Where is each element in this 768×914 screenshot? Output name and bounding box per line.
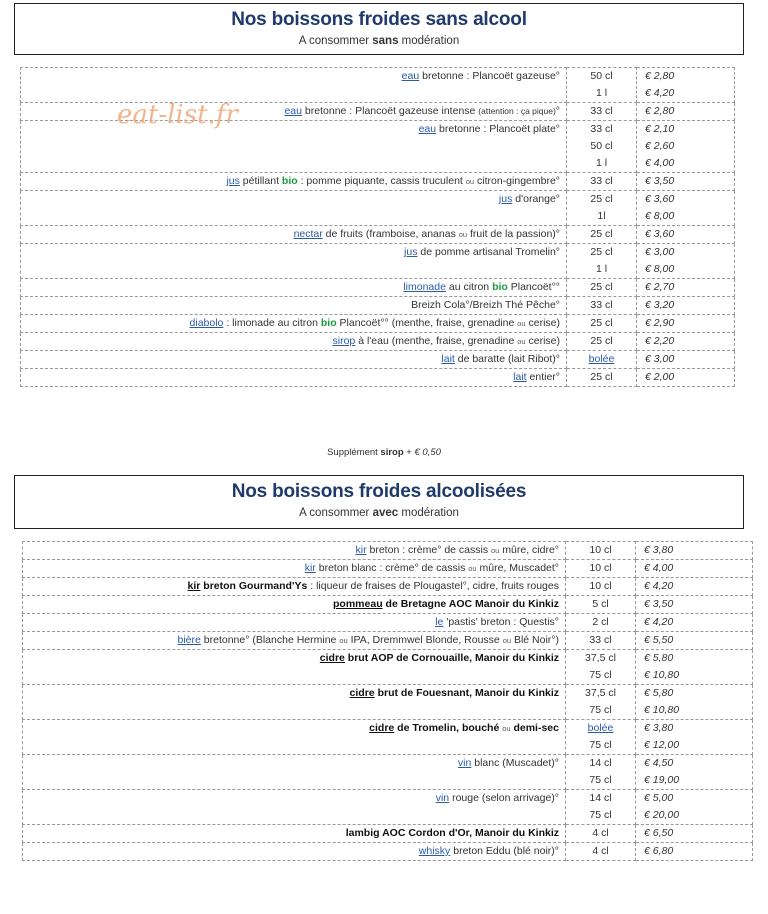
soft-drink-row — [21, 279, 735, 297]
alcohol-drink-row — [23, 790, 753, 825]
volume-value: 75 cl — [589, 809, 612, 821]
drink-text: breton : crème° de cassis — [366, 544, 492, 556]
drink-price — [637, 333, 735, 351]
volume-value: 1l — [597, 210, 606, 222]
drink-name — [21, 297, 567, 315]
drink-keyword: sirop — [332, 335, 356, 347]
drink-volume — [566, 650, 636, 685]
drink-text: blanc (Muscadet)° — [471, 757, 559, 769]
price-value: € 2,00 — [645, 371, 675, 383]
drink-text: brut de Fouesnant, Manoir du Kinkiz — [374, 687, 559, 699]
volume-value: 75 cl — [589, 669, 612, 681]
drink-name — [21, 103, 567, 121]
price-value: € 3,00 — [645, 246, 675, 258]
drink-price — [636, 720, 753, 755]
drink-name — [21, 369, 567, 387]
section-subtitle-soft — [15, 35, 743, 47]
soft-drink-row — [21, 351, 735, 369]
drink-text: citron-gingembre° — [474, 175, 560, 187]
price-value: € 4,20 — [644, 580, 674, 592]
drink-keyword: eau — [284, 105, 302, 117]
alcohol-drink-row — [23, 720, 753, 755]
drink-volume — [567, 369, 637, 387]
drink-name — [23, 825, 566, 843]
volume-value: 25 cl — [590, 246, 613, 258]
alcohol-drink-row — [23, 578, 753, 596]
drink-text: bio — [320, 317, 337, 329]
drink-text: ou — [465, 177, 475, 186]
price-value: € 2,60 — [645, 140, 675, 152]
drink-text: breton Eddu (blé noir)° — [450, 845, 559, 857]
drink-text: (attention : ça pique) — [478, 106, 556, 116]
drink-text: cerise) — [525, 335, 560, 347]
price-value: € 3,80 — [644, 722, 674, 734]
volume-value: 75 cl — [589, 704, 612, 716]
drink-keyword: nectar — [293, 228, 323, 240]
drink-text: de pomme artisanal Tromelin° — [417, 246, 560, 258]
volume-value: 37,5 cl — [585, 652, 616, 664]
price-value: € 2,80 — [645, 70, 675, 82]
drink-keyword: diabolo — [189, 317, 224, 329]
drink-text: cerise) — [525, 317, 560, 329]
drink-volume — [566, 843, 636, 861]
drink-name — [21, 333, 567, 351]
drink-name — [21, 351, 567, 369]
drink-text: au citron — [445, 281, 493, 293]
price-value: € 5,00 — [644, 792, 674, 804]
volume-value: 25 cl — [590, 335, 613, 347]
price-value: € 10,80 — [644, 669, 680, 681]
subtitle-text: A consommer — [298, 35, 373, 47]
drink-name — [21, 121, 567, 173]
drink-keyword: jus — [226, 175, 240, 187]
drink-name — [23, 790, 566, 825]
drink-volume — [567, 351, 637, 369]
drink-keyword: jus — [498, 193, 513, 205]
price-value: € 10,80 — [644, 704, 680, 716]
volume-value: 75 cl — [589, 774, 612, 786]
drink-name — [21, 191, 567, 226]
drink-price — [636, 560, 753, 578]
drink-volume — [567, 226, 637, 244]
drink-price — [637, 226, 735, 244]
drink-keyword: cidre — [349, 687, 375, 699]
drink-price — [636, 790, 753, 825]
drink-text: Plancoët°° (menthe, fraise, grenadine — [336, 317, 518, 329]
drink-text: de Tromelin, bouché — [394, 722, 503, 734]
drink-price — [637, 351, 735, 369]
supplement-item: sirop — [380, 447, 404, 458]
soft-drink-row — [21, 191, 735, 226]
volume-value: 10 cl — [589, 562, 612, 574]
price-value: € 2,20 — [645, 335, 675, 347]
drink-text: ou — [502, 724, 511, 733]
price-value: € 2,10 — [645, 123, 675, 135]
alcohol-drink-row — [23, 596, 753, 614]
volume-value: 4 cl — [592, 845, 609, 857]
volume-value: 33 cl — [590, 123, 613, 135]
drink-text: ou — [458, 230, 468, 239]
drink-volume — [567, 297, 637, 315]
drink-volume — [566, 825, 636, 843]
drink-price — [636, 542, 753, 560]
drink-text: ou — [468, 564, 477, 573]
price-value: € 6,50 — [644, 827, 674, 839]
drink-volume — [566, 542, 636, 560]
section-title-alcohol: Nos boissons froides alcoolisées — [231, 481, 527, 502]
price-value: € 19,00 — [644, 774, 680, 786]
alcohol-drink-row — [23, 542, 753, 560]
volume-value: 37,5 cl — [585, 687, 616, 699]
volume-value: bolée — [588, 353, 615, 365]
volume-value: 2 cl — [592, 616, 609, 628]
drink-text: de fruits (framboise, ananas — [322, 228, 459, 240]
drink-keyword: cidre — [319, 652, 345, 664]
drink-name — [21, 68, 567, 103]
drink-price — [637, 315, 735, 333]
drink-name — [21, 315, 567, 333]
alcohol-drink-row — [23, 614, 753, 632]
drink-price — [637, 121, 735, 173]
price-value: € 8,00 — [645, 263, 675, 275]
price-value: € 4,50 — [644, 757, 674, 769]
drink-name — [23, 720, 566, 755]
drink-text: bretonne : Plancoët gazeuse° — [419, 70, 560, 82]
soft-drink-row — [21, 226, 735, 244]
supplement-note — [0, 447, 768, 458]
drink-text: ° — [555, 105, 560, 117]
drink-text: ou — [517, 319, 526, 328]
drink-text: de baratte (lait Ribot)° — [454, 353, 560, 365]
volume-value: bolée — [587, 722, 614, 734]
price-value: € 3,80 — [644, 544, 674, 556]
drink-volume — [566, 720, 636, 755]
price-value: € 5,80 — [644, 687, 674, 699]
price-value: € 3,20 — [645, 299, 675, 311]
volume-value: 33 cl — [590, 105, 613, 117]
drink-text: de Bretagne AOC Manoir du Kinkiz — [382, 598, 559, 610]
drink-text: breton blanc : crème° de cassis — [315, 562, 469, 574]
volume-value: 5 cl — [592, 598, 609, 610]
drink-text: bio — [492, 281, 508, 293]
drink-name — [23, 596, 566, 614]
drink-keyword: bière — [177, 634, 201, 646]
volume-value: 50 cl — [590, 140, 613, 152]
drink-name — [21, 244, 567, 279]
drink-text: ou — [339, 636, 348, 645]
drink-keyword: lait — [513, 371, 527, 383]
drink-volume — [567, 315, 637, 333]
volume-value: 33 cl — [590, 175, 613, 187]
volume-value: 75 cl — [589, 739, 612, 751]
alcohol-drink-row — [23, 650, 753, 685]
volume-value: 25 cl — [590, 281, 613, 293]
drink-keyword: kir — [187, 580, 201, 592]
drink-name — [23, 578, 566, 596]
drink-text: : pomme piquante, cassis truculent — [297, 175, 466, 187]
drink-volume — [567, 244, 637, 279]
drink-volume — [567, 121, 637, 173]
drink-text: lambig AOC Cordon d'Or, Manoir du Kinkiz — [345, 827, 559, 839]
drink-text: mûre, Muscadet° — [476, 562, 559, 574]
drink-keyword: le — [435, 616, 444, 628]
drink-keyword: kir — [355, 544, 367, 556]
subtitle-text: modération — [398, 35, 460, 47]
price-value: € 3,50 — [645, 175, 675, 187]
drink-text: Blé Noir°) — [511, 634, 559, 646]
price-value: € 4,00 — [645, 157, 675, 169]
soft-drink-row — [21, 333, 735, 351]
drink-keyword: pommeau — [333, 598, 383, 610]
drink-volume — [566, 632, 636, 650]
drink-keyword: vin — [457, 757, 472, 769]
price-value: € 8,00 — [645, 210, 675, 222]
section-header-soft — [14, 3, 744, 55]
drink-name — [23, 542, 566, 560]
price-value: € 5,50 — [644, 634, 674, 646]
drink-volume — [567, 68, 637, 103]
price-value: € 4,00 — [644, 562, 674, 574]
drink-text: bretonne° (Blanche Hermine — [200, 634, 340, 646]
drink-volume — [566, 790, 636, 825]
drink-price — [636, 843, 753, 861]
alcohol-drink-row — [23, 755, 753, 790]
drink-price — [636, 632, 753, 650]
soft-drink-row — [21, 68, 735, 103]
price-value: € 3,60 — [645, 193, 675, 205]
section-header-alcohol — [14, 475, 744, 529]
alcohol-drinks-table — [22, 541, 753, 861]
drink-name — [23, 685, 566, 720]
drink-volume — [566, 596, 636, 614]
drink-price — [636, 614, 753, 632]
drink-text: fruit de la passion)° — [467, 228, 560, 240]
drink-text: ou — [502, 636, 512, 645]
drink-text: Breizh Cola°/Breizh Thé Pêche° — [411, 299, 560, 311]
drink-volume — [566, 755, 636, 790]
drink-keyword: limonade — [403, 281, 446, 293]
subtitle-emphasis: sans — [372, 35, 399, 47]
drink-volume — [567, 333, 637, 351]
alcohol-drink-row — [23, 685, 753, 720]
drink-volume — [566, 685, 636, 720]
drink-price — [636, 825, 753, 843]
volume-value: 1 l — [595, 87, 608, 99]
drink-keyword: whisky — [418, 845, 451, 857]
drink-price — [637, 244, 735, 279]
drink-price — [636, 755, 753, 790]
drink-name — [23, 614, 566, 632]
drink-text: brut AOP de Cornouaille, Manoir du Kinkiz — [344, 652, 559, 664]
drink-volume — [567, 173, 637, 191]
drink-text: breton Gourmand'Ys — [200, 580, 308, 592]
drink-text: Plancoët°° — [507, 281, 560, 293]
drink-text: 'pastis' breton : Questis° — [443, 616, 559, 628]
volume-value: 33 cl — [589, 634, 612, 646]
drink-text: : limonade au citron — [223, 317, 321, 329]
soft-drink-row — [21, 369, 735, 387]
drink-text: d'orange° — [512, 193, 560, 205]
drink-volume — [567, 191, 637, 226]
price-value: € 3,00 — [645, 353, 675, 365]
volume-value: 10 cl — [589, 580, 612, 592]
price-value: € 4,20 — [645, 87, 675, 99]
volume-value: 25 cl — [590, 228, 613, 240]
drink-name — [23, 650, 566, 685]
drink-name — [23, 632, 566, 650]
volume-value: 4 cl — [592, 827, 609, 839]
drink-price — [637, 68, 735, 103]
drink-text: à l'eau (menthe, fraise, grenadine — [355, 335, 518, 347]
subtitle-emphasis: avec — [372, 507, 399, 519]
alcohol-drink-row — [23, 632, 753, 650]
drink-name — [23, 560, 566, 578]
section-title-soft: Nos boissons froides sans alcool — [231, 9, 527, 30]
soft-drink-row — [21, 244, 735, 279]
drink-price — [636, 685, 753, 720]
volume-value: 14 cl — [589, 792, 612, 804]
drink-price — [637, 279, 735, 297]
supplement-text: + — [403, 447, 415, 458]
volume-value: 10 cl — [589, 544, 612, 556]
price-value: € 2,90 — [645, 317, 675, 329]
volume-value: 25 cl — [590, 371, 613, 383]
volume-value: 1 l — [595, 157, 608, 169]
volume-value: 25 cl — [590, 317, 613, 329]
watermark-logo: eat-list.fr — [117, 100, 238, 130]
drink-name — [23, 843, 566, 861]
drink-price — [637, 297, 735, 315]
price-value: € 4,20 — [644, 616, 674, 628]
alcohol-drink-row — [23, 560, 753, 578]
drink-volume — [567, 103, 637, 121]
section-subtitle-alcohol — [15, 507, 743, 519]
price-value: € 6,80 — [644, 845, 674, 857]
drink-keyword: kir — [304, 562, 316, 574]
drink-text: rouge (selon arrivage)° — [449, 792, 559, 804]
drink-text: : liqueur de fraises de Plougastel°, cidre, fruits rouges — [307, 580, 559, 592]
drink-price — [637, 369, 735, 387]
soft-drink-row — [21, 297, 735, 315]
drink-text: entier° — [526, 371, 560, 383]
drink-keyword: vin — [435, 792, 450, 804]
price-value: € 3,50 — [644, 598, 674, 610]
drink-name — [21, 173, 567, 191]
drink-name — [21, 226, 567, 244]
subtitle-text: A consommer — [299, 507, 373, 519]
drink-keyword: lait — [441, 353, 455, 365]
drink-volume — [567, 279, 637, 297]
drink-price — [636, 650, 753, 685]
drink-text: ou — [491, 546, 500, 555]
volume-value: 33 cl — [590, 299, 613, 311]
drink-name — [21, 279, 567, 297]
volume-value: 1 l — [595, 263, 608, 275]
soft-drink-row — [21, 173, 735, 191]
drink-price — [637, 103, 735, 121]
drink-price — [636, 578, 753, 596]
drink-text: pétillant — [239, 175, 282, 187]
price-value: € 2,70 — [645, 281, 675, 293]
alcohol-drink-row — [23, 843, 753, 861]
drink-text: bretonne : Plancoët gazeuse intense — [302, 105, 479, 117]
drink-text: mûre, cidre° — [499, 544, 559, 556]
drink-keyword: jus — [404, 246, 418, 258]
drink-text: bretonne : Plancoët plate° — [436, 123, 560, 135]
price-value: € 5,80 — [644, 652, 674, 664]
soft-drink-row — [21, 315, 735, 333]
price-value: € 20,00 — [644, 809, 680, 821]
price-value: € 3,60 — [645, 228, 675, 240]
supplement-text: Supplément — [327, 447, 381, 458]
volume-value: 14 cl — [589, 757, 612, 769]
price-value: € 2,80 — [645, 105, 675, 117]
drink-text: bio — [281, 175, 298, 187]
drink-price — [637, 173, 735, 191]
drink-volume — [566, 614, 636, 632]
drink-keyword: eau — [401, 70, 420, 82]
drink-volume — [566, 560, 636, 578]
price-value: € 12,00 — [644, 739, 680, 751]
volume-value: 25 cl — [590, 193, 613, 205]
supplement-price: € 0,50 — [414, 447, 441, 458]
subtitle-text: modération — [398, 507, 459, 519]
alcohol-drink-row — [23, 825, 753, 843]
drink-name — [23, 755, 566, 790]
volume-value: 50 cl — [590, 70, 613, 82]
drink-price — [637, 191, 735, 226]
drink-text: ou — [517, 337, 526, 346]
drink-text: demi-sec — [510, 722, 559, 734]
drink-keyword: cidre — [369, 722, 395, 734]
drink-volume — [566, 578, 636, 596]
drink-price — [636, 596, 753, 614]
drink-text: IPA, Dremmwel Blonde, Rousse — [347, 634, 503, 646]
drink-keyword: eau — [418, 123, 437, 135]
